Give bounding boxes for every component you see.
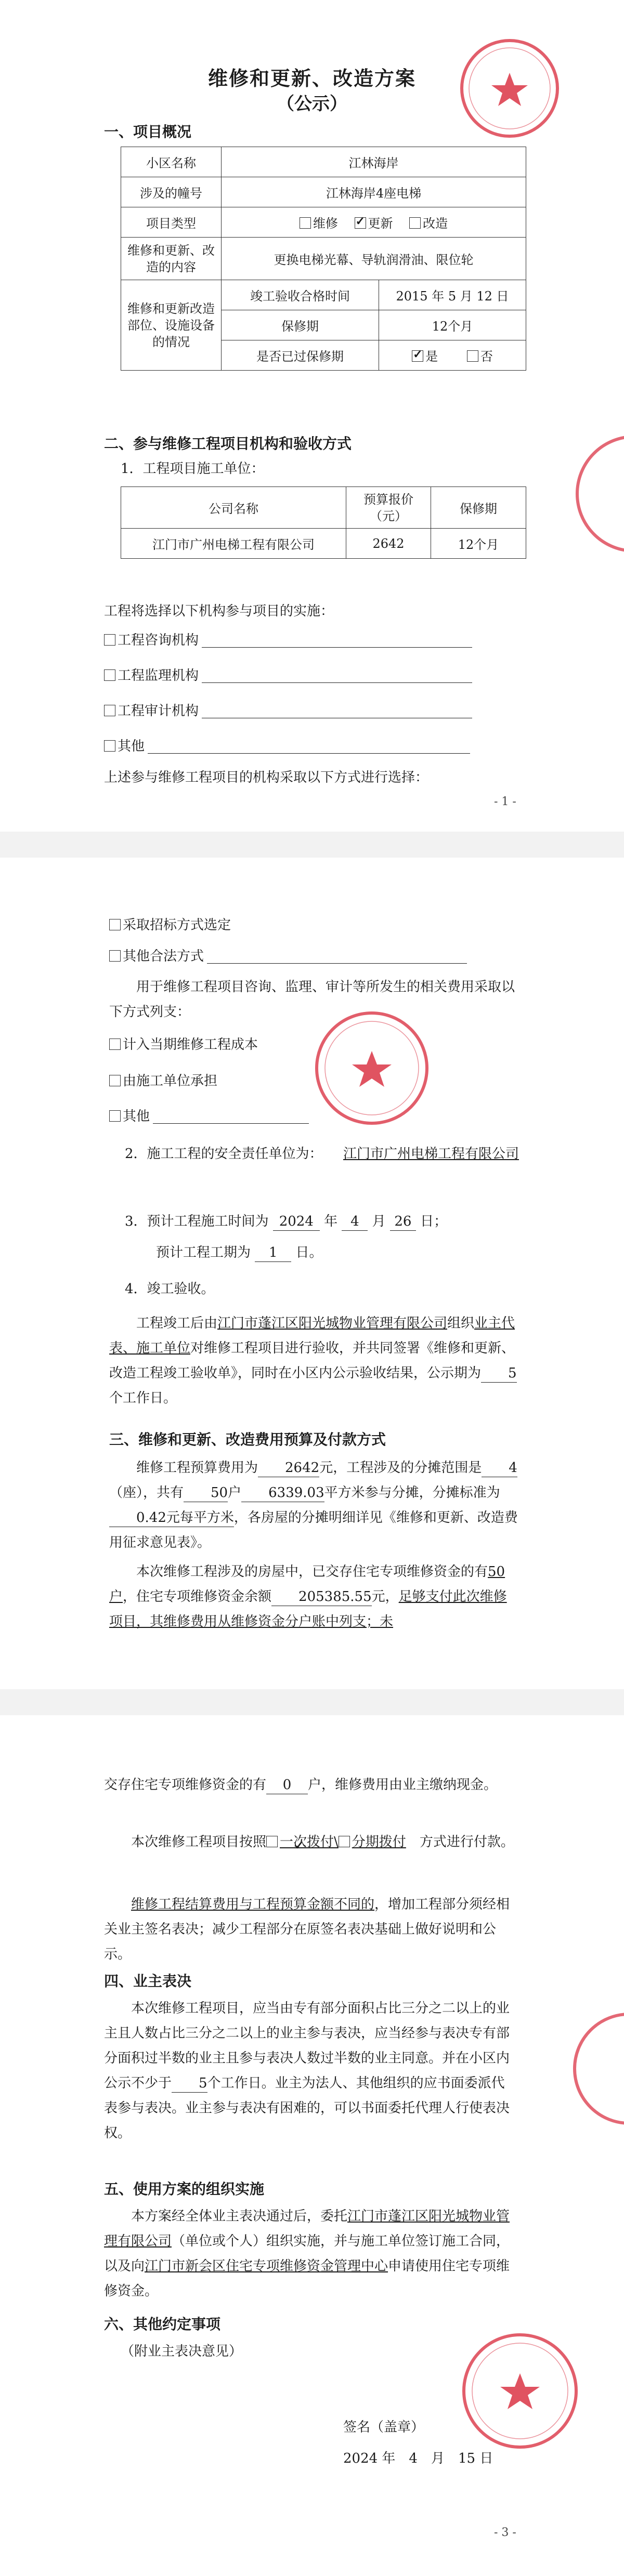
org-audit <box>104 701 472 721</box>
start-day: 26 <box>390 1213 416 1231</box>
page-number-3: - 3 - <box>494 2526 516 2539</box>
fee-text: 用于维修工程项目咨询、监理、审计等所发生的相关费用采取以下方式列支： <box>109 979 515 1020</box>
fund-balance-prefix: ，住宅专项维修资金余额 <box>123 1589 272 1605</box>
fund-balance: 205385.55 <box>271 1588 372 1606</box>
checkbox-audit <box>104 705 115 716</box>
budget-rate: 0.42元每平方米 <box>109 1509 234 1527</box>
budget-mid: 元，工程涉及的分摊范围是 <box>319 1460 482 1476</box>
month-suffix: 月 <box>372 1214 386 1229</box>
appendix-note: （附业主表决意见） <box>121 2344 243 2359</box>
payment-paragraph: 本次维修工程项目按照✓ 一次拨付\ 分期拨付 方式进行付款。 <box>104 1830 515 1855</box>
vote-body-2: 个工作日。业主为法人、其他组织的应书面委派代表参与表决。业主参与表决有困难的，可以书面委托代理人行使表决权。 <box>104 2075 510 2141</box>
row-type-label: 项目类型 <box>121 207 222 238</box>
start-year: 2024 <box>273 1213 320 1231</box>
blank-line <box>202 634 472 648</box>
acceptance-date-value: 2015 年 5 月 12 日 <box>379 280 526 310</box>
red-seal-stamp-edge-3 <box>562 2006 624 2131</box>
budget-end: ，各房屋的分摊明细详见《维修和更新、改造费用征求意见表》。 <box>109 1510 518 1550</box>
contractor-table <box>121 487 526 559</box>
row-building-value: 江林海岸4座电梯 <box>222 177 526 207</box>
unpaid-households: 0 <box>266 1776 308 1794</box>
acc-org: 江门市蓬江区阳光城物业管理有限公司 <box>217 1316 448 1331</box>
acc-days: 5 <box>481 1364 517 1383</box>
org-supervision-label: 工程监理机构 <box>118 668 199 684</box>
vote-paragraph <box>104 1996 515 2146</box>
s2-select-text: 工程将选择以下机构参与项目的实施： <box>104 603 334 619</box>
blank-line <box>153 1110 309 1124</box>
implementation-paragraph <box>104 2204 515 2304</box>
acceptance-date-label: 竣工验收合格时间 <box>222 280 379 310</box>
difference-body: ，增加工程部分须经相关业主签名表决；减少工程部分在原签名表决基础上做好说明和公示。 <box>104 1897 510 1962</box>
blank-line <box>202 704 472 718</box>
unpaid-suffix: 户，维修费用由业主缴纳现金。 <box>308 1777 498 1793</box>
section-5-title: 五、使用方案的组织实施 <box>104 2180 265 2198</box>
unpaid-paragraph <box>104 1772 515 1797</box>
warranty-label: 保修期 <box>222 310 379 340</box>
item-3-period <box>156 1242 323 1263</box>
fee-option-2-label: 由施工单位承担 <box>123 1073 218 1089</box>
page-1 <box>0 0 624 832</box>
unpaid-prefix: 交存住宅专项维修资金的有 <box>104 1777 267 1793</box>
acc-participants: 业主代表、施工单位 <box>109 1316 515 1356</box>
item-4-acceptance: 4．竣工验收。 <box>125 1281 215 1297</box>
method-tender-label: 采取招标方式选定 <box>123 917 231 933</box>
contractor-header-warranty: 保修期 <box>431 487 526 529</box>
section-3-title: 三、维修和更新、改造费用预算及付款方式 <box>109 1431 386 1448</box>
fund-paid-households: 50户 <box>109 1564 505 1605</box>
section-2-title: 二、参与维修工程项目机构和验收方式 <box>104 435 352 452</box>
item-3-prefix: 3．预计工程施工时间为 <box>125 1214 269 1229</box>
red-seal-stamp-2 <box>312 1008 432 1128</box>
section-6-title: 六、其他约定事项 <box>104 2316 221 2333</box>
fund-paragraph <box>109 1559 520 1634</box>
impl-end: 申请使用住宅专项维修资金。 <box>104 2258 510 2299</box>
opt-repair-label: 维修 <box>313 216 338 231</box>
fee-option-3 <box>109 1106 309 1127</box>
difference-paragraph <box>104 1892 515 1967</box>
budget-units: 4 <box>482 1459 517 1477</box>
acc-prefix: 工程竣工后由 <box>136 1316 218 1331</box>
blank-line <box>202 669 472 683</box>
impl-prefix: 本方案经全体业主表决通过后，委托 <box>131 2209 348 2224</box>
section-1-title: 一、项目概况 <box>104 123 192 140</box>
fund-balance-suffix: 元， <box>371 1589 399 1605</box>
opt-yes-label: 是 <box>425 349 438 364</box>
fee-option-1 <box>109 1034 258 1055</box>
row-facility-label: 维修和更新改造部位、设施设备的情况 <box>121 280 222 371</box>
acc-end: 个工作日。 <box>109 1390 177 1406</box>
checkbox-no <box>467 350 478 362</box>
page-2 <box>0 858 624 1689</box>
item-2-safety-org <box>343 1144 541 1164</box>
org-audit-label: 工程审计机构 <box>118 703 199 719</box>
section-4-title: 四、业主表决 <box>104 1973 192 1990</box>
vote-days: 5 <box>172 2074 207 2093</box>
checkbox-reform <box>409 217 421 229</box>
opt-update-label: 更新 <box>368 216 393 231</box>
warranty-value: 12个月 <box>379 310 526 340</box>
checkbox-tender <box>109 919 121 930</box>
row-type-options <box>222 207 526 238</box>
row-community-label: 小区名称 <box>121 147 222 177</box>
red-seal-stamp-edge <box>567 426 624 561</box>
blank-line <box>148 740 470 754</box>
blank-line <box>207 950 467 964</box>
budget-prefix: 维修工程预算费用为 <box>136 1460 258 1476</box>
checkbox-fee-other <box>109 1110 121 1122</box>
page-gap <box>0 1689 624 1715</box>
budget-area: 6339.03 <box>241 1484 324 1502</box>
doc-title: 维修和更新、改造方案 <box>207 67 416 90</box>
item-3-time <box>125 1211 447 1232</box>
budget-area-suffix: 平方米参与分摊，分摊标准为 <box>324 1485 500 1501</box>
checkbox-other-org <box>104 740 115 752</box>
method-tender <box>109 915 231 936</box>
method-other <box>109 946 467 967</box>
acceptance-paragraph <box>109 1311 520 1411</box>
checkbox-yes <box>412 350 423 362</box>
item-2-safety <box>125 1144 323 1164</box>
page-number-1: - 1 - <box>494 795 516 808</box>
year-suffix: 年 <box>324 1214 338 1229</box>
project-overview-table <box>121 147 526 371</box>
row-building-label: 涉及的幢号 <box>121 177 222 207</box>
page-3 <box>0 1715 624 2576</box>
fee-option-1-label: 计入当期维修工程成本 <box>123 1037 258 1053</box>
contractor-name: 江门市广州电梯工程有限公司 <box>121 529 346 559</box>
method-other-label: 其他合法方式 <box>123 949 204 964</box>
checkbox-supervision <box>104 669 115 681</box>
org-other-label: 其他 <box>118 739 145 754</box>
period-value: 1 <box>255 1244 291 1262</box>
checkbox-one-time <box>266 1836 278 1847</box>
contractor-warranty: 12个月 <box>431 529 526 559</box>
vote-body: 本次维修工程项目，应当由专有部分面积占比三分之二以上的业主且人数占比三分之二以上的业主参与表决，应当经参与表决专有部分面积过半数的业主且参与表决人数过半数的业主同意。并在小区内公示不少于 <box>104 2001 510 2091</box>
payment-one-time: 一次拨付 <box>280 1834 334 1850</box>
payment-installment: 分期拨付 <box>352 1834 406 1850</box>
item-2-prefix: 2．施工工程的安全责任单位为： <box>125 1146 323 1162</box>
impl-org: 江门市蓬江区阳光城物业管理有限公司 <box>104 2209 510 2249</box>
budget-units-suffix: （座），共有 <box>109 1485 184 1501</box>
checkbox-update <box>355 217 366 229</box>
signature-date: 2024 年 4 月 15 日 <box>343 2451 493 2466</box>
payment-prefix: 本次维修工程项目按照 <box>131 1834 267 1850</box>
contractor-price: 2642 <box>346 529 431 559</box>
budget-households-suffix: 户 <box>228 1485 242 1501</box>
budget-paragraph <box>109 1455 520 1555</box>
signature-label: 签名（盖章） <box>343 2420 425 2435</box>
fee-option-3-label: 其他 <box>123 1109 150 1124</box>
red-seal-stamp-3 <box>458 2329 582 2453</box>
contractor-header-name: 公司名称 <box>121 487 346 529</box>
page-gap <box>0 832 624 858</box>
fund-sufficient: 足够支付此次维修项目，其维修费用从维修资金分户账中列支；未 <box>109 1589 507 1629</box>
checkbox-consulting <box>104 634 115 646</box>
contractor-header-price: 预算报价（元） <box>346 487 431 529</box>
payment-suffix: 方式进行付款。 <box>419 1834 514 1850</box>
checkbox-installment <box>339 1836 350 1847</box>
acc-body: 对维修工程项目进行验收，并共同签署《维修和更新、改造工程竣工验收单》，同时在小区内公示验收结果，公示期为 <box>109 1340 515 1381</box>
safety-org-value: 江门市广州电梯工程有限公司 <box>343 1146 519 1162</box>
impl-gov: 江门市新会区住宅专项维修资金管理中心 <box>145 2258 388 2274</box>
opt-reform-label: 改造 <box>423 216 448 231</box>
s2-method-text: 上述参与维修工程项目的机构采取以下方式进行选择： <box>104 770 429 785</box>
doc-subtitle: （公示） <box>277 94 347 114</box>
red-seal-stamp <box>458 36 562 140</box>
org-supervision <box>104 665 472 686</box>
period-prefix: 预计工程工期为 <box>156 1245 251 1260</box>
checkbox-fee-cost <box>109 1039 121 1050</box>
budget-households: 50 <box>184 1484 228 1502</box>
row-content-label: 维修和更新、改造的内容 <box>121 238 222 280</box>
row-content-value: 更换电梯光幕、导轨润滑油、限位轮 <box>222 238 526 280</box>
fee-option-2 <box>109 1071 217 1092</box>
budget-cost: 2642 <box>258 1459 319 1477</box>
opt-no-label: 否 <box>480 349 493 364</box>
checkbox-other-method <box>109 950 121 962</box>
row-community-value: 江林海岸 <box>222 147 526 177</box>
org-consulting-label: 工程咨询机构 <box>118 633 199 648</box>
checkbox-fee-contractor <box>109 1075 121 1086</box>
period-suffix: 日。 <box>295 1245 323 1260</box>
s2-item-1: 1．工程项目施工单位： <box>121 461 265 477</box>
acc-organize: 组织 <box>447 1316 475 1331</box>
checkbox-repair <box>300 217 311 229</box>
org-other <box>104 736 470 757</box>
org-consulting <box>104 630 472 651</box>
warranty-expired-options <box>379 340 526 371</box>
day-suffix: 日； <box>420 1214 448 1229</box>
fund-prefix: 本次维修工程涉及的房屋中，已交存住宅专项维修资金的有 <box>136 1564 488 1580</box>
warranty-expired-label: 是否已过保修期 <box>222 340 379 371</box>
difference-underlined: 维修工程结算费用与工程预算金额不同的 <box>131 1897 375 1912</box>
start-month: 4 <box>342 1213 368 1231</box>
impl-body: （单位或个人）组织实施，并与施工单位签订施工合同，以及向 <box>104 2233 510 2274</box>
